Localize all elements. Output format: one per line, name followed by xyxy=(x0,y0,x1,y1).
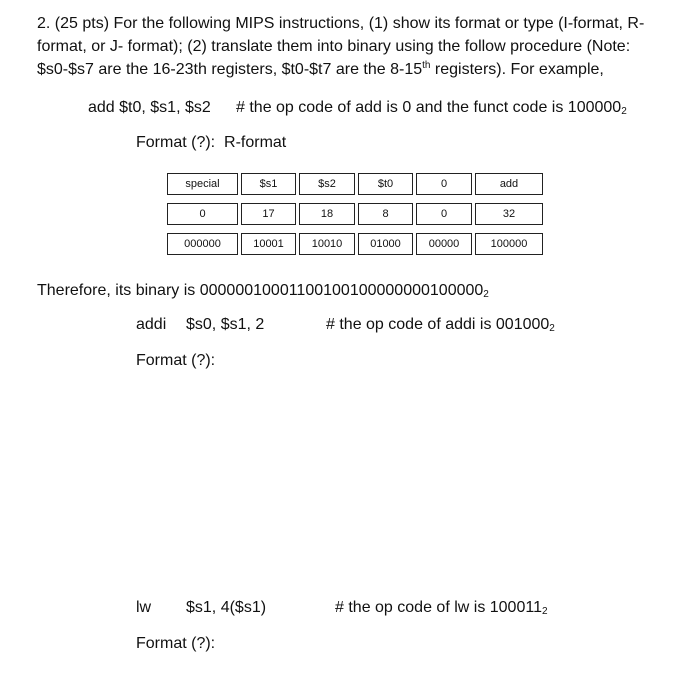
problem2-args-wrap xyxy=(186,598,266,618)
problem1-format-label: Format (?): xyxy=(136,352,216,369)
problem1-op: addi xyxy=(136,316,167,333)
example-comment-subscript: 2 xyxy=(621,106,627,117)
table-cell: 01000 xyxy=(358,233,413,255)
problem2-format-label: Format (?): xyxy=(136,635,216,652)
table-cell: 10010 xyxy=(299,233,355,255)
table-cell: 00000 xyxy=(416,233,472,255)
table-cell: 0 xyxy=(416,173,472,195)
problem1-instruction xyxy=(136,315,166,335)
problem1-comment xyxy=(326,315,555,339)
problem1-comment-subscript: 2 xyxy=(549,323,555,334)
problem2-comment-text: # the op code of lw is 100011 xyxy=(335,599,542,616)
example-format-line xyxy=(136,133,286,153)
table-cell: 0 xyxy=(167,203,238,225)
question-text-part1: 2. (25 pts) For the following MIPS instructions, (1) show its format or type (I-format, R-format, or J- format); (2) translate them into binary using the follow procedure (Note: $s0-$s7 are the 16-23th registers, $t0-$t7 are the 8-15 xyxy=(37,15,645,78)
example-binary-line xyxy=(37,281,489,305)
table-cell: 32 xyxy=(475,203,543,225)
table-cell: add xyxy=(475,173,543,195)
format-table-decimal xyxy=(164,203,546,225)
example-binary-text: Therefore, its binary is 00000010001100100100000000100000 xyxy=(37,282,484,299)
table-row xyxy=(167,203,543,225)
example-instruction-code: add $t0, $s1, $s2 xyxy=(88,99,211,116)
problem1-args-wrap xyxy=(186,315,264,335)
example-comment xyxy=(236,98,627,122)
example-instruction xyxy=(88,98,211,118)
problem2-comment-subscript: 2 xyxy=(541,606,548,617)
problem1-args: $s0, $s1, 2 xyxy=(186,316,265,333)
question-text xyxy=(37,12,662,81)
problem1-comment-text: # the op code of addi is 001000 xyxy=(326,316,550,333)
example-format-value: R-format xyxy=(224,134,287,151)
table-cell: special xyxy=(167,173,238,195)
example-format-label: Format (?): xyxy=(136,134,216,151)
table-cell: 18 xyxy=(299,203,355,225)
example-comment-text: # the op code of add is 0 and the funct code is 100000 xyxy=(236,99,622,116)
table-row xyxy=(167,233,543,255)
format-table-fields xyxy=(164,173,546,195)
table-row xyxy=(167,173,543,195)
problem2-comment xyxy=(335,598,548,622)
table-cell: 100000 xyxy=(475,233,543,255)
table-cell: 17 xyxy=(241,203,296,225)
table-cell: 0 xyxy=(416,203,472,225)
format-table-binary xyxy=(164,233,546,255)
question-text-part2: registers). For example, xyxy=(430,61,604,78)
table-cell: $s1 xyxy=(241,173,296,195)
problem2-instruction xyxy=(136,598,151,618)
problem2-args: $s1, 4($s1) xyxy=(186,599,267,616)
problem1-format-line xyxy=(136,351,215,371)
problem2-op: lw xyxy=(136,599,152,616)
table-cell: $t0 xyxy=(358,173,413,195)
table-cell: 10001 xyxy=(241,233,296,255)
problem2-format-line xyxy=(136,634,215,654)
table-cell: 000000 xyxy=(167,233,238,255)
example-binary-subscript: 2 xyxy=(483,289,489,300)
table-cell: $s2 xyxy=(299,173,355,195)
table-cell: 8 xyxy=(358,203,413,225)
question-superscript: th xyxy=(422,60,431,71)
